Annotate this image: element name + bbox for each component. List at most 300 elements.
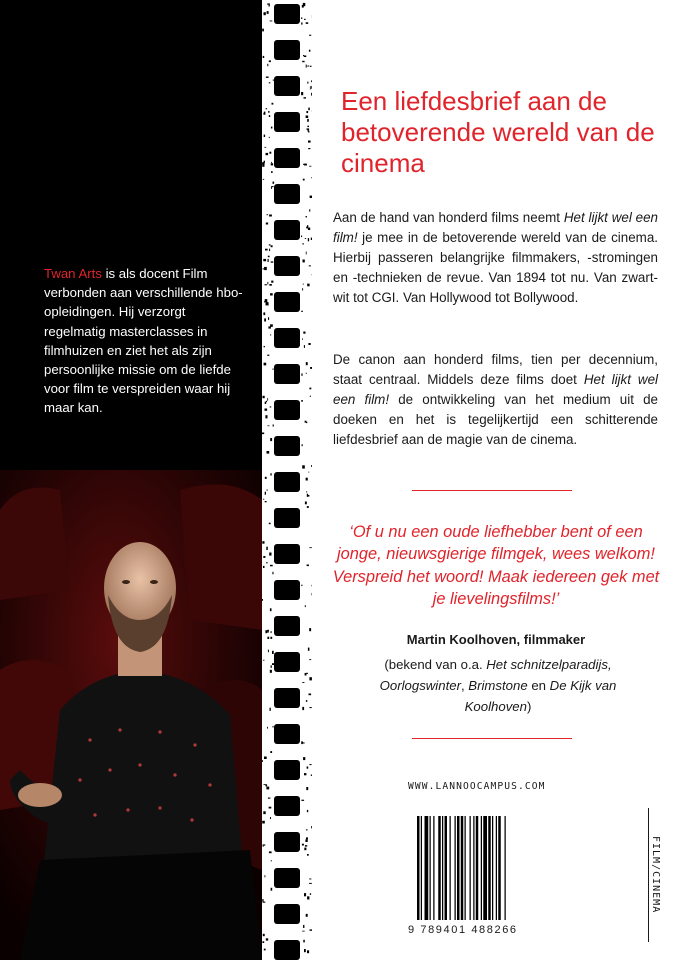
film-speck [307,82,308,84]
film-speck [262,941,264,943]
book-title-italic: Het lijkt wel een film! [333,372,658,407]
film-speck [267,11,269,14]
film-speck [267,214,269,215]
film-perforation [274,724,300,744]
film-speck [270,293,273,295]
film-speck [267,727,268,729]
film-speck [265,415,267,418]
film-speck [269,115,270,117]
film-speck [268,798,271,799]
film-speck [264,135,265,137]
paragraph-text: De canon aan honderd films, tien per decennium, staat centraal. Middels deze films doet [333,352,658,387]
film-speck [269,851,272,853]
film-speck [303,332,305,334]
barcode-bar [465,816,466,920]
barcode-bar [476,816,479,920]
film-perforation [274,832,300,852]
barcode-bar [438,816,441,920]
barcode-bar [498,816,501,920]
film-speck [306,116,309,119]
film-speck [270,708,271,711]
film-perforation [274,760,300,780]
film-speck [271,888,273,891]
film-speck [305,839,307,842]
film-speck [272,572,273,575]
film-speck [265,249,268,251]
film-speck [269,60,271,62]
film-speck [302,844,304,846]
film-speck [302,243,304,244]
film-speck [264,301,265,302]
film-speck [263,499,264,500]
film-speck [302,288,303,290]
film-speck [270,21,273,22]
film-speck [267,355,269,356]
book-title-italic: Het lijkt wel een film! [333,210,658,245]
film-speck [265,402,266,404]
film-speck [264,949,266,951]
film-speck [310,893,311,895]
film-speck [265,409,268,411]
film-speck [271,261,274,262]
film-speck [271,245,273,247]
film-speck [264,757,267,760]
film-speck [306,829,308,830]
film-speck [268,317,269,320]
film-speck [266,77,269,78]
film-speck [303,179,305,181]
film-speck [266,108,268,109]
film-perforation [274,796,300,816]
film-speck [305,845,307,847]
film-speck [306,252,307,255]
film-speck [304,773,306,775]
film-speck [262,899,263,902]
film-speck [301,236,302,238]
film-speck [304,56,306,58]
film-perforation [274,256,300,276]
film-speck [309,265,311,266]
desc-text: en [527,678,550,693]
film-speck [263,259,266,261]
film-speck [271,127,273,129]
film-speck [269,3,270,6]
film-speck [270,817,271,819]
film-speck [309,694,312,696]
film-speck [265,875,266,877]
film-speck [308,65,309,66]
back-cover-left-panel [0,0,262,960]
film-speck [263,844,266,845]
isbn-number: 9 789401 488266 [408,924,518,936]
film-speck [307,284,309,287]
desc-text: (bekend van o.a. [384,657,487,672]
film-speck [271,171,273,173]
film-speck [263,811,265,814]
back-cover-right-panel [312,0,680,960]
author-bio [44,264,244,418]
film-title: Het schnitzelparadijs, [486,657,612,672]
film-speck [272,369,275,370]
film-speck [266,153,269,155]
film-speck [308,141,311,143]
barcode [417,816,537,926]
film-speck [308,238,309,241]
film-speck [303,940,305,943]
film-speck [305,673,307,676]
film-speck [304,97,307,98]
film-speck [306,111,308,113]
film-speck [301,373,302,375]
film-speck [307,506,309,508]
film-speck [271,860,272,861]
film-speck [265,299,268,302]
film-perforation [274,364,300,384]
film-speck [301,311,303,312]
film-speck [306,478,308,481]
film-speck [303,284,304,285]
film-speck [266,562,268,563]
barcode-bar [492,816,493,920]
film-perforation [274,688,300,708]
film-speck [264,147,266,148]
film-speck [306,22,309,24]
film-title: De Kijk van Koolhoven [464,678,617,714]
film-speck [271,162,272,163]
barcode-bar [481,816,482,920]
film-speck [269,137,270,138]
barcode-bar [496,816,497,920]
film-speck [302,444,303,446]
barcode-bar [450,816,451,920]
film-speck [267,282,268,285]
film-speck [309,659,311,660]
film-speck [305,502,307,505]
barcode-bar [433,816,434,920]
divider-top [412,490,572,491]
film-speck [270,438,272,441]
film-perforation [274,4,300,24]
film-speck [269,249,270,252]
film-speck [262,162,265,164]
film-speck [307,225,308,227]
film-strip-border [262,0,312,960]
barcode-bar [430,816,431,920]
film-speck [263,660,264,661]
film-speck [262,599,263,601]
film-perforation [274,328,300,348]
film-speck [268,425,270,426]
film-speck [309,209,310,211]
barcode-bar [473,816,474,920]
film-perforation [274,436,300,456]
barcode-bar [417,816,420,920]
film-perforation [274,76,300,96]
film-perforation [274,472,300,492]
film-perforation [274,112,300,132]
barcode-bar [470,816,471,920]
film-perforation [274,580,300,600]
barcode-bar [461,816,464,920]
film-speck [263,846,264,847]
barcode-bar [455,816,456,920]
film-speck [271,665,272,668]
film-perforation [274,544,300,564]
film-speck [263,934,265,936]
film-speck [265,477,267,479]
film-speck [266,223,268,225]
film-speck [273,726,274,728]
film-perforation [274,652,300,672]
film-speck [303,55,304,56]
film-speck [302,61,304,62]
film-speck [271,631,272,633]
film-speck [303,164,305,165]
film-speck [263,556,265,558]
film-speck [263,56,265,58]
film-speck [304,848,306,851]
paragraph-text: de ontwikkeling van het medium uit de doeken en het is tegelijkertijd een schitterende liefdesbrief aan de magie van de cinema. [333,392,658,447]
film-speck [273,80,276,81]
film-perforation [274,292,300,312]
film-speck [271,163,273,165]
film-speck [270,565,273,567]
film-speck [273,182,275,184]
film-speck [308,472,309,473]
film-speck [262,760,263,762]
film-speck [264,112,266,115]
film-speck [302,707,304,710]
film-speck [262,541,264,544]
film-speck [263,566,265,568]
genre-divider [648,808,649,942]
film-speck [306,837,308,839]
heading: Een liefdesbrief aan de betoverende wereld van de cinema [341,86,655,178]
film-speck [307,810,308,812]
barcode-bar [457,816,460,920]
author-photo [0,470,262,960]
film-speck [262,821,265,824]
film-perforation [274,148,300,168]
film-speck [307,950,309,953]
film-speck [309,388,311,390]
film-speck [264,267,267,270]
film-speck [305,605,306,607]
film-speck [302,465,305,468]
film-speck [304,345,305,348]
film-speck [301,800,304,801]
film-speck [264,363,267,366]
film-speck [265,501,267,502]
film-speck [306,700,307,702]
film-speck [309,35,311,36]
film-speck [306,914,308,917]
description-paragraph-1 [333,208,658,308]
quote: ‘Of u nu een oude liefhebber bent of een jonge, nieuwsgierige filmgek, wees welkom! Verspreid het woord! Maak iedereen gek met je lievelingsfilms!’ [332,523,660,609]
film-speck [263,179,264,180]
film-speck [266,938,268,940]
desc-text: ) [526,699,532,714]
film-speck [308,228,310,231]
film-speck [269,807,272,809]
film-speck [268,259,269,262]
film-speck [306,362,308,365]
quote-author: Martin Koolhoven, filmmaker [406,632,586,647]
barcode-bar [483,816,487,920]
barcode-bar [488,816,491,920]
film-speck [304,893,306,896]
film-speck [262,433,264,435]
film-speck [309,50,311,52]
film-speck [307,494,308,497]
barcode-bar [421,816,422,920]
desc-text: , [460,678,469,693]
film-speck [265,630,267,633]
film-perforation [274,508,300,528]
barcode-bar [505,816,506,920]
film-speck [306,422,307,423]
film-perforation [274,40,300,60]
film-speck [273,425,274,427]
film-speck [267,637,269,639]
film-speck [265,784,267,786]
film-speck [302,5,304,8]
film-speck [268,256,270,258]
film-speck [264,346,265,347]
film-speck [302,931,305,932]
barcode-bar [442,816,443,920]
film-speck [263,396,265,398]
film-speck [264,784,266,785]
film-speck [269,244,271,245]
film-speck [306,373,307,374]
film-speck [267,630,269,631]
film-perforation [274,868,300,888]
film-speck [307,854,309,856]
film-speck [266,547,268,550]
film-speck [268,650,269,653]
film-speck [266,302,269,305]
film-speck [272,103,274,105]
film-speck [308,129,309,131]
quote-author-description [368,654,628,717]
film-speck [308,108,310,111]
film-speck [310,396,311,397]
film-speck [308,148,310,149]
film-speck [301,17,302,19]
film-speck [266,490,268,491]
author-bio-text: is als docent Film verbonden aan verschillende hbo-opleidingen. Hij verzorgt regelmatig masterclasses in filmhuizen en ziet het als zijn persoonlijke missie om de liefde voor film te verspreiden waar hij maar kan. [44,266,243,416]
film-speck [269,215,272,217]
film-speck [269,284,271,286]
film-speck [267,398,268,401]
film-speck [272,186,273,187]
film-speck [306,787,308,790]
barcode-bar [425,816,429,920]
film-speck [306,65,307,68]
film-speck [304,949,306,952]
film-perforation [274,940,300,960]
film-speck [270,670,272,673]
film-speck [267,64,268,66]
film-speck [301,22,302,24]
film-speck [306,216,308,217]
film-speck [303,925,304,928]
film-speck [301,400,303,401]
film-speck [308,648,310,651]
film-speck [265,492,266,495]
film-title: Brimstone [468,678,528,693]
film-speck [262,29,264,32]
film-speck [269,523,271,525]
film-speck [307,767,309,769]
film-speck [304,19,306,20]
film-speck [264,12,266,15]
film-speck [267,451,270,454]
film-speck [269,553,271,556]
film-speck [271,186,272,189]
film-speck [302,339,303,340]
barcode-bar [445,816,448,920]
paragraph-text: Aan de hand van honderd films neemt [333,210,564,225]
film-speck [310,86,311,89]
publisher-website: WWW.LANNOOCAMPUS.COM [408,781,546,792]
film-speck [270,334,271,335]
film-speck [266,401,267,403]
film-speck [305,238,306,239]
film-speck [307,565,309,567]
film-speck [306,491,307,492]
film-speck [270,608,272,611]
film-speck [308,343,310,345]
genre-label: FILM/CINEMA [650,836,661,914]
film-speck [270,751,272,753]
film-speck [302,682,304,683]
film-speck [270,637,272,639]
film-speck [303,260,305,263]
film-speck [269,152,271,154]
film-title: Oorlogswinter [379,678,461,693]
paragraph-text: je mee in de betoverende wereld van de cinema. Hierbij passeren belangrijke filmmakers, -stromingen en -technieken de revue. Van 1894 tot nu. Van zwart-wit tot CGI. Van Hollywood tot Bollywood. [333,230,658,305]
divider-bottom [412,738,572,739]
film-speck [270,473,271,475]
film-speck [264,318,266,321]
film-speck [269,82,271,83]
film-speck [263,312,265,315]
film-speck [272,663,275,665]
author-name: Twan Arts [44,266,102,281]
film-speck [266,787,269,790]
film-perforation [274,220,300,240]
film-speck [272,651,274,654]
film-perforation [274,616,300,636]
film-perforation [274,904,300,924]
film-speck [307,896,309,899]
film-speck [271,281,273,283]
film-speck [307,126,309,127]
film-speck [301,741,303,744]
film-perforation [274,184,300,204]
film-speck [301,92,303,95]
film-speck [265,284,267,285]
film-speck [268,326,271,328]
film-speck [309,628,311,631]
film-speck [303,757,305,760]
film-speck [268,111,269,113]
film-speck [307,119,309,122]
description-paragraph-2 [333,350,658,450]
film-speck [270,406,272,407]
